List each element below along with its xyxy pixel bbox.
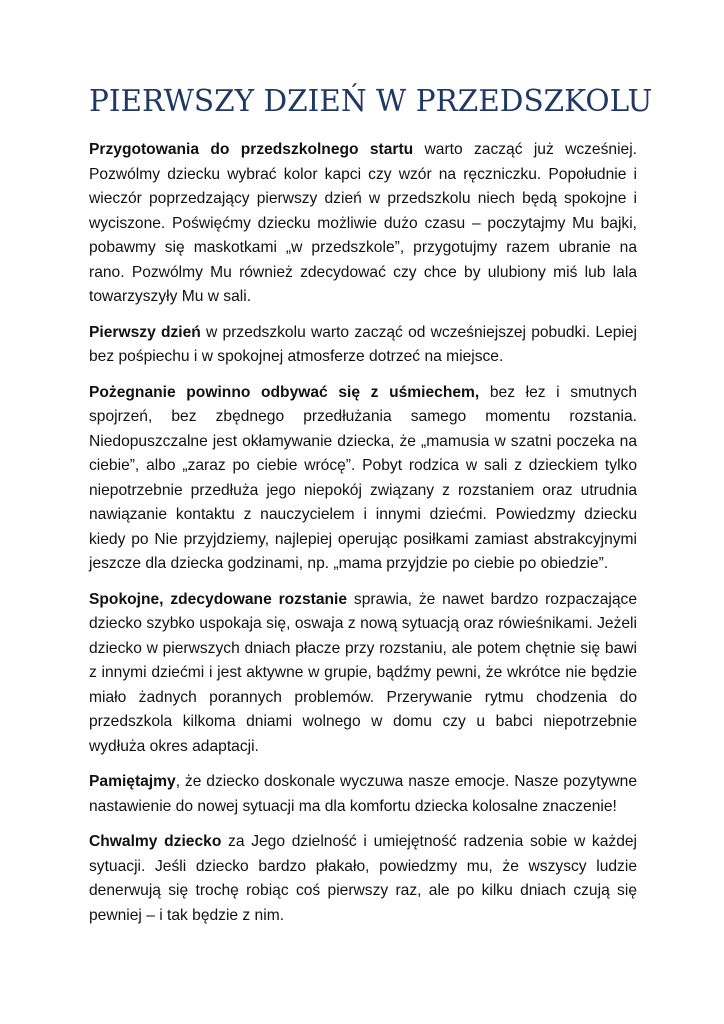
paragraph-lead: Pamiętajmy [89, 773, 176, 790]
paragraph-lead: Przygotowania do przedszkolnego startu [89, 141, 414, 158]
paragraph-calm-parting [89, 588, 637, 760]
paragraph-text: w przedszkolu warto zacząć od wcześniejszej pobudki. Lepiej bez pośpiechu i w spokojnej atmosferze dotrzeć na miejsce. [89, 323, 637, 365]
paragraph-text: bez łez i smutnych spojrzeń, bez zbędnego przedłużania samego momentu rozstania. Niedopuszczalne jest okłamywanie dziecka, że „mamusia w szatni poczeka na ciebie”, albo „zaraz po ciebie wrócę”. Pobyt rodzica w sali z dzieckiem tylko niepotrzebnie przedłuża jego niepokój związany z rozstaniem oraz utrudnia nawiązanie kontaktu z nauczycielem i innymi dziećmi. Powiedzmy dziecku kiedy po Nie przyjdziemy, najlepiej operując posiłkami zamiast abstrakcyjnymi jeszcze dla dziecka godzinami, np. „mama przyjdzie po ciebie po obiedzie”. [89, 383, 637, 572]
paragraph-farewell [89, 381, 637, 577]
paragraph-text: sprawia, że nawet bardzo rozpaczające dziecko szybko uspokaja się, oswaja z nową sytuacją oraz rówieśnikami. Jeżeli dziecko w pierwszych dniach płacze przy rozstaniu, ale potem chętnie się bawi z innymi dziećmi i jest aktywne w grupie, bądźmy pewni, że wkrótce nie będzie miało żadnych porannych problemów. Przerywanie rytmu chodzenia do przedszkola kilkoma dniami wolnego w domu czy u babci niepotrzebnie wydłuża okres adaptacji. [89, 590, 637, 755]
paragraph-first-day [89, 321, 637, 370]
paragraph-lead: Chwalmy dziecko [89, 833, 222, 850]
paragraph-text: , że dziecko doskonale wyczuwa nasze emocje. Nasze pozytywne nastawienie do nowej sytuacji ma dla komfortu dziecka kolosalne znaczenie! [89, 773, 637, 815]
paragraph-text: za Jego dzielność i umiejętność radzenia sobie w każdej sytuacji. Jeśli dziecko bardzo płakało, powiedzmy mu, że wszyscy ludzie denerwują się trochę robiąc coś pierwszy raz, ale po kilku dniach czują się pewniej – i tak będzie z nim. [89, 833, 637, 924]
paragraph-praise [89, 830, 637, 928]
document-page [89, 84, 653, 939]
paragraph-preparations [89, 138, 637, 310]
paragraph-lead: Spokojne, zdecydowane rozstanie [89, 590, 348, 608]
paragraph-text: warto zacząć już wcześniej. Pozwólmy dziecku wybrać kolor kapci czy wzór na ręczniczku. Popołudnie i wieczór poprzedzający pierwszy dzień w przedszkolu niech będą spokojne i wyciszone. Poświęćmy dziecku możliwie dużo czasu – poczytajmy Mu bajki, pobawmy się maskotkami „w przedszkole”, przygotujmy razem ubranie na rano. Pozwólmy Mu również zdecydować czy chce by ulubiony miś lub lala towarzyszyły Mu w sali. [89, 141, 637, 305]
paragraph-lead: Pierwszy dzień [89, 323, 201, 341]
paragraph-lead: Pożegnanie powinno odbywać się z uśmiechem, [89, 383, 480, 401]
document-title: PIERWSZY DZIEŃ W PRZEDSZKOLU [89, 84, 653, 118]
paragraph-remember [89, 770, 637, 819]
